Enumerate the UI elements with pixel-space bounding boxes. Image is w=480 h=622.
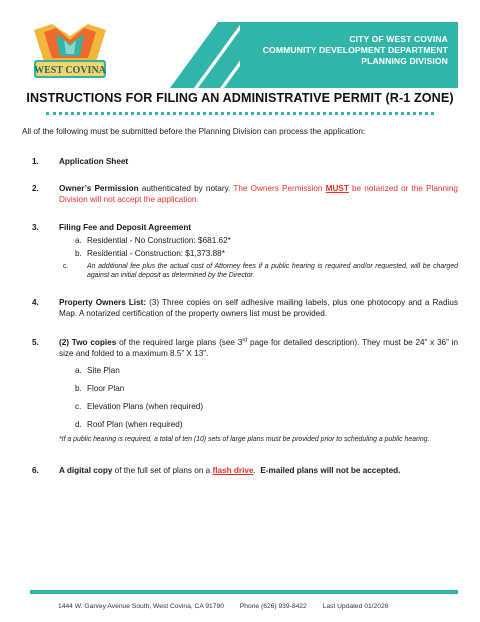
list-item-4 — [22, 297, 458, 319]
warning-text: The Owners Permission — [233, 184, 326, 193]
footer-divider — [30, 590, 458, 594]
item-title: (2) Two copies — [59, 338, 117, 347]
item-title: Filing Fee and Deposit Agreement — [59, 223, 192, 232]
city-name: CITY OF WEST COVINA — [349, 34, 448, 44]
list-item-6: 6. A digital copy of the full set of plans on a flash drive. E-mailed plans will not be accepted. — [32, 466, 401, 475]
intro-text: All of the following must be submitted before the Planning Division can process the application: — [22, 127, 366, 136]
warning-emphasis: MUST — [325, 184, 349, 193]
footer-phone: Phone (626) 939-8422 — [239, 603, 307, 610]
footer — [58, 603, 402, 610]
item-title: Owner’s Permission — [59, 184, 139, 193]
sub-item-b: b. Floor Plan — [75, 384, 125, 393]
sub-item-b: b. Residential - Construction: $1,373.88* — [75, 249, 225, 258]
department-name: COMMUNITY DEVELOPMENT DEPARTMENT — [262, 45, 448, 55]
list-item-1 — [22, 156, 458, 167]
page-title: INSTRUCTIONS FOR FILING AN ADMINISTRATIVE PERMIT (R-1 ZONE) — [26, 91, 454, 105]
item-number: 1. — [32, 157, 39, 166]
item-number: 2. — [32, 184, 39, 193]
list-item-3 — [22, 222, 458, 280]
sub-item-a: a. Residential - No Construction: $681.62* — [75, 236, 231, 245]
hearing-note: *If a public hearing is required, a total of ten (10) sets of large plans must be provided prior to scheduling a public hearing. — [59, 436, 430, 443]
warning-text: be notarized or the Planning Division will not accept the application. — [59, 184, 458, 204]
item-title: Application Sheet — [59, 157, 129, 166]
logo-text: WEST COVINA — [34, 65, 106, 76]
sub-item-c: c. Elevation Plans (when required) — [75, 402, 204, 411]
division-name: PLANNING DIVISION — [361, 56, 448, 66]
sub-item-a: a. Site Plan — [75, 366, 120, 375]
item-number: 5. — [32, 338, 39, 347]
footer-updated: Last Updated 01/2026 — [322, 603, 389, 610]
item-title: Property Owners List: — [59, 298, 147, 307]
list-item-2 — [22, 183, 458, 205]
header-band — [240, 22, 458, 88]
title-divider — [46, 112, 434, 115]
sub-item-d: d. Roof Plan (when required) — [75, 420, 183, 429]
item-number: 3. — [32, 223, 39, 232]
item-number: 6. — [32, 466, 39, 475]
item-text: authenticated by notary. — [138, 184, 234, 193]
item-title: A digital copy — [59, 466, 113, 475]
flash-drive-emphasis: flash drive — [212, 466, 254, 475]
list-item-5: 5. (2) Two copies of the required large plans (see 3rd page for detailed description). They must be 24” x 36” in size and folded to a maximum 8.5” X 13”. a. Site Plan b. Floor Plan c. Elevation Plans (when required) d. Roof Plan (when required) *If a public hearing is required, a total of ten (10) sets of large plans must be provided prior to scheduling a public hearing. — [32, 337, 459, 443]
west-covina-logo — [30, 22, 110, 84]
item-text: (3) Three copies on self adhesive mailing labels, plus one photocopy and a Radius Map. A notarized certification of the property owners list must be provided. — [59, 298, 458, 318]
sub-item-c: c. An additional fee plus the actual cost of Attorney fees if a public hearing is required and/or requested, will be charged against an initial deposit as determined by the Director. — [63, 263, 458, 279]
email-warning: E-mailed plans will not be accepted. — [260, 466, 401, 475]
footer-address: 1444 W. Garvey Avenue South, West Covina, CA 91790 — [58, 603, 224, 610]
item-number: 4. — [32, 298, 39, 307]
